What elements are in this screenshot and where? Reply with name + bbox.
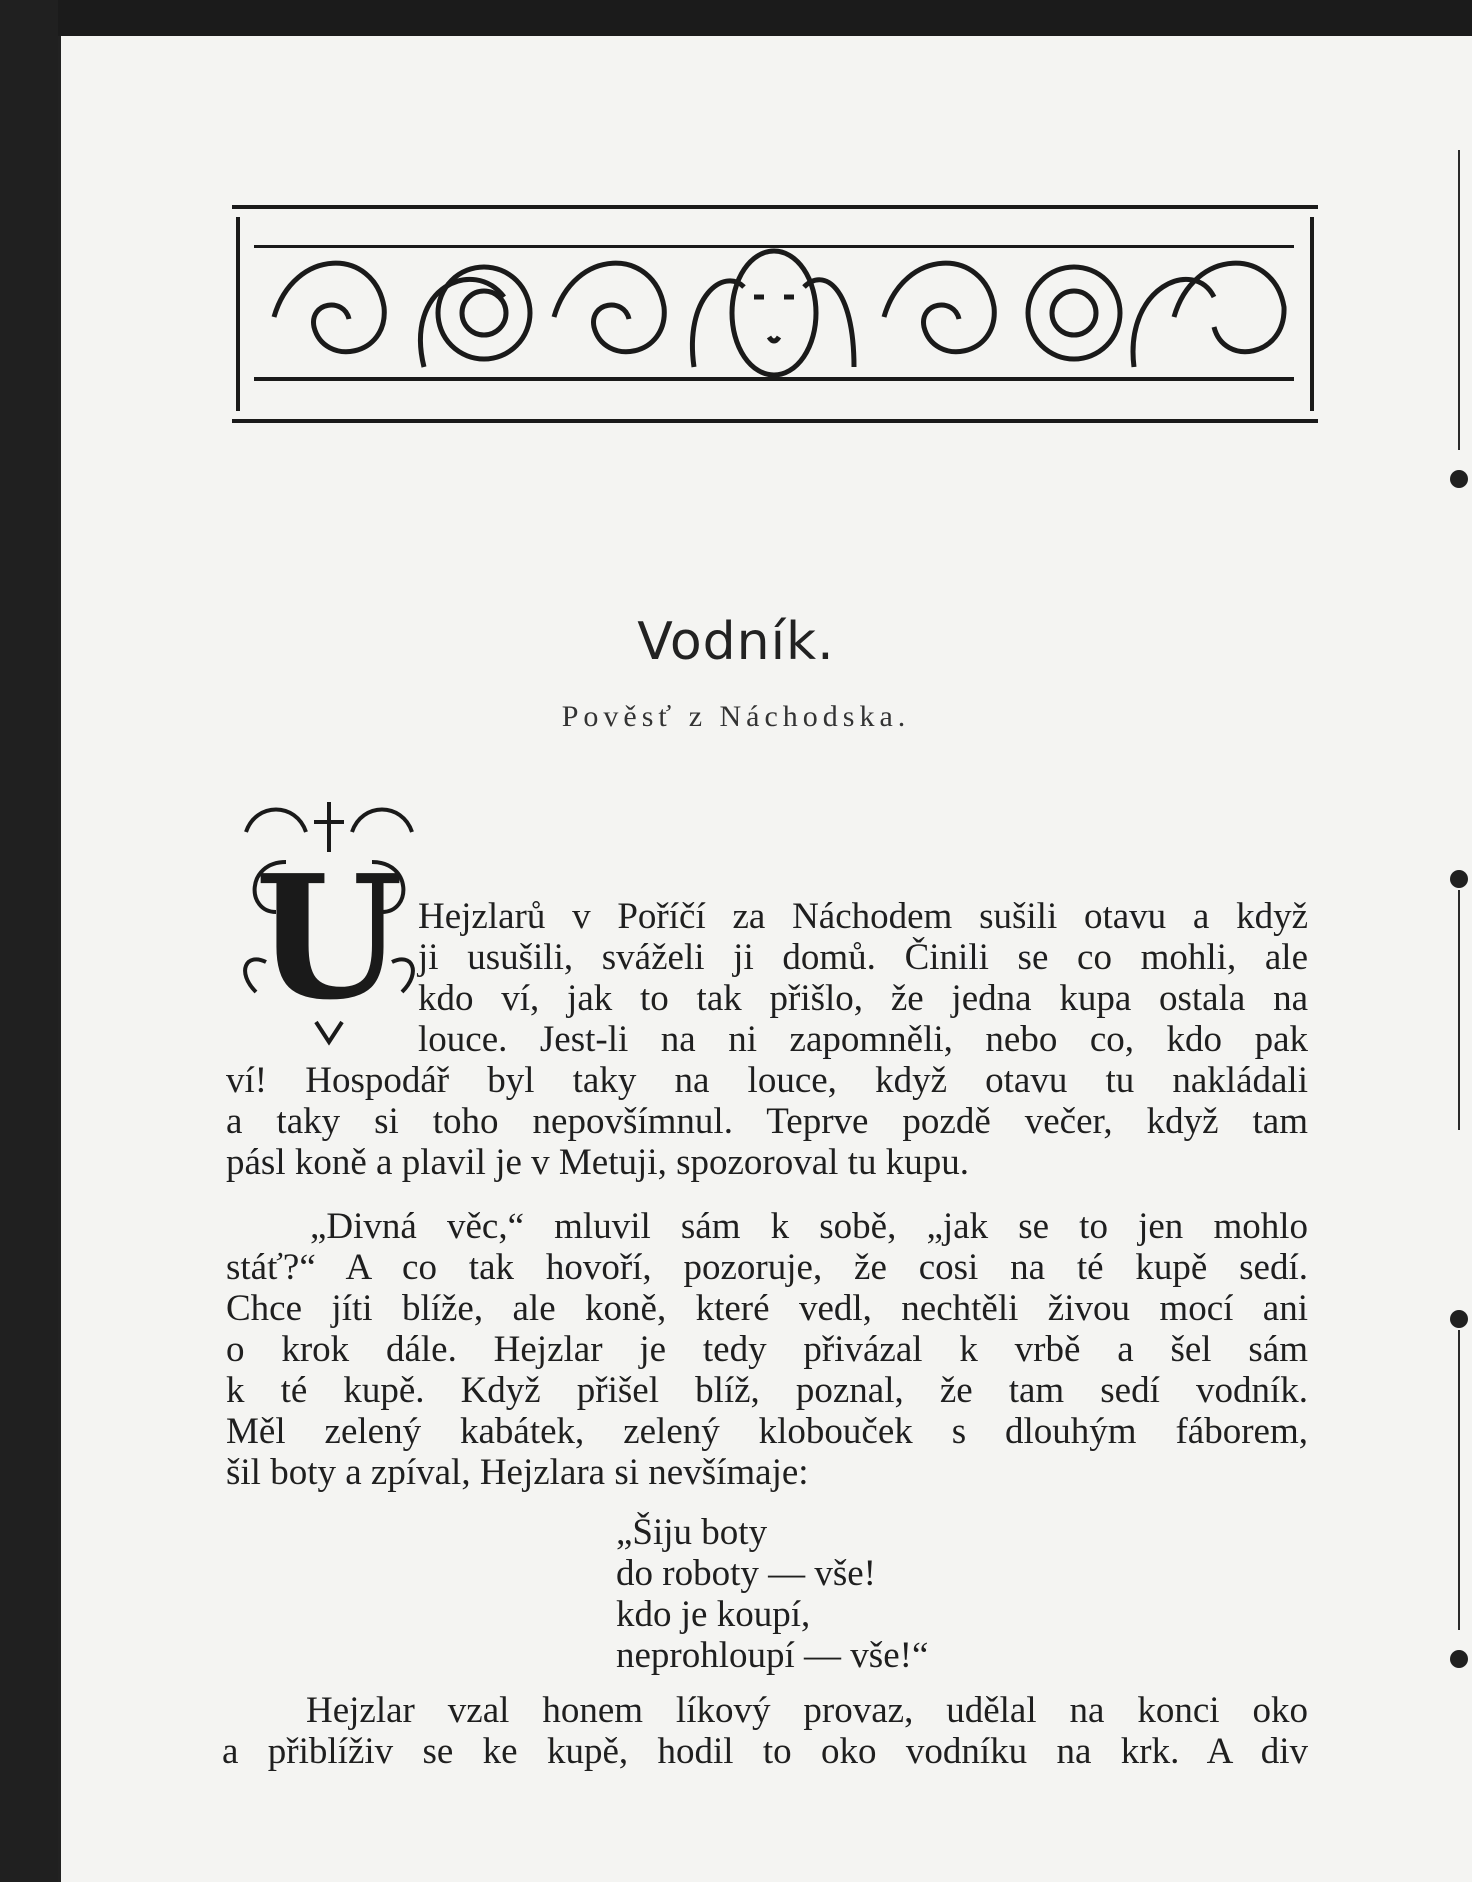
paragraph-2 (226, 1206, 1308, 1493)
text-line: k té kupě. Když přišel blíž, poznal, že tam sedí vodník. (226, 1370, 1308, 1411)
ornamental-scroll-icon (254, 227, 1294, 399)
paragraph-1-wrapped-lines (418, 896, 1308, 1060)
text-line: Chce jíti blíže, ale koně, které vedl, nechtěli živou mocí ani (226, 1288, 1308, 1329)
text-line: ji usušili, sváželi ji domů. Činili se co mohli, ale (418, 937, 1308, 978)
verse-line: kdo je koupí, (616, 1594, 811, 1635)
text-line: pásl koně a plavil je v Metuji, spozoroval tu kupu. (226, 1142, 969, 1183)
text-line: šil boty a zpíval, Hejzlara si nevšímaje: (226, 1452, 809, 1493)
song-verse (616, 1512, 1116, 1676)
verse-line: do roboty — vše! (616, 1553, 876, 1594)
text-line: kdo ví, jak to tak přišlo, že jedna kupa ostala na (418, 978, 1308, 1019)
text-line: stáť?“ A co tak hovoří, pozoruje, že cosi na té kupě sedí. (226, 1247, 1308, 1288)
story-title: Vodník. (637, 612, 835, 672)
story-subtitle: Pověsť z Náchodska. (561, 700, 911, 733)
paragraph-1-continuation (226, 1060, 1308, 1183)
scan-left-edge (0, 0, 58, 1882)
verse-line: „Šiju boty (616, 1512, 768, 1553)
text-line: louce. Jest-li na ni zapomněli, nebo co, kdo pak (418, 1019, 1308, 1060)
text-line: a přiblíživ se ke kupě, hodil to oko vodníku na krk. A div (222, 1731, 1308, 1772)
paragraph-3 (222, 1690, 1308, 1772)
floral-initial-icon (226, 792, 432, 1046)
text-line: o krok dále. Hejzlar je tedy přivázal k vrbě a šel sám (226, 1329, 1308, 1370)
initial-letter: U (254, 838, 404, 1038)
text-line: „Divná věc,“ mluvil sám k sobě, „jak se to jen mohlo (310, 1206, 1308, 1247)
text-line: Měl zelený kabátek, zelený klobouček s dlouhým fáborem, (226, 1411, 1308, 1452)
verse-line: neprohloupí — vše!“ (616, 1635, 929, 1676)
binding-ornaments (1448, 150, 1472, 1850)
text-line: Hejzlarů v Poříčí za Náchodem sušili otavu a když (418, 896, 1308, 937)
text-line: ví! Hospodář byl taky na louce, když otavu tu nakládali (226, 1060, 1308, 1101)
text-line: a taky si toho nepovšímnul. Teprve pozdě večer, když tam (226, 1101, 1308, 1142)
text-line: Hejzlar vzal honem líkový provaz, udělal na konci oko (306, 1690, 1308, 1731)
scan-top-edge (0, 0, 1472, 36)
ornamental-headpiece (232, 205, 1318, 423)
